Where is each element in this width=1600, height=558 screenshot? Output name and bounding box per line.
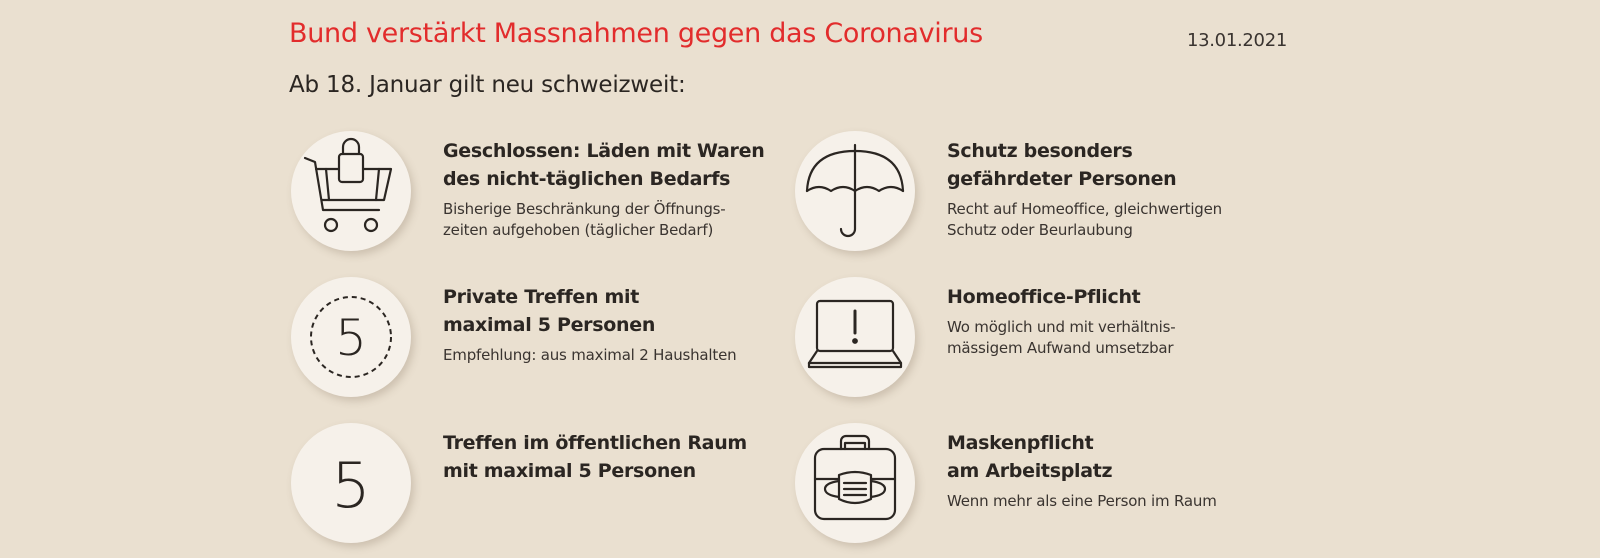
- laptop-warning-icon: [795, 277, 915, 397]
- icon-circle: [795, 131, 915, 251]
- measure-description: Empfehlung: aus maximal 2 Haushalten: [443, 346, 737, 364]
- dashed-five-icon: [291, 277, 411, 397]
- measure-description: Bisherige Beschränkung der Öffnungs- zeiten aufgehoben (täglicher Bedarf): [443, 200, 726, 239]
- measure-description: Recht auf Homeoffice, gleichwertigen Schutz oder Beurlaubung: [947, 200, 1222, 239]
- icon-number: 5: [331, 449, 371, 522]
- briefcase-mask-icon: [795, 423, 915, 543]
- shopping-cart-lock-icon: [291, 131, 411, 251]
- measure-heading: Treffen im öffentlichen Raum mit maximal 5 Personen: [443, 432, 747, 482]
- five-icon: [291, 423, 411, 543]
- icon-circle: [291, 277, 411, 397]
- measure-heading: Maskenpflicht am Arbeitsplatz: [947, 432, 1113, 482]
- page-title: Bund verstärkt Massnahmen gegen das Coronavirus: [289, 18, 983, 49]
- publication-date: 13.01.2021: [1186, 30, 1287, 51]
- icon-circle: [795, 423, 915, 543]
- measure-heading: Private Treffen mit maximal 5 Personen: [443, 286, 656, 336]
- measure-heading: Schutz besonders gefährdeter Personen: [947, 140, 1177, 190]
- measure-heading: Geschlossen: Läden mit Waren des nicht-täglichen Bedarfs: [443, 140, 765, 190]
- icon-circle: [291, 423, 411, 543]
- page-subtitle: Ab 18. Januar gilt neu schweizweit:: [289, 72, 686, 98]
- measure-description: Wenn mehr als eine Person im Raum: [947, 492, 1217, 510]
- measure-heading: Homeoffice-Pflicht: [947, 286, 1141, 308]
- icon-number: 5: [335, 309, 367, 367]
- umbrella-icon: [795, 131, 915, 251]
- icon-circle: [795, 277, 915, 397]
- infographic: [289, 0, 1299, 558]
- icon-circle: [291, 131, 411, 251]
- measure-description: Wo möglich und mit verhältnis- mässigem Aufwand umsetzbar: [947, 318, 1176, 357]
